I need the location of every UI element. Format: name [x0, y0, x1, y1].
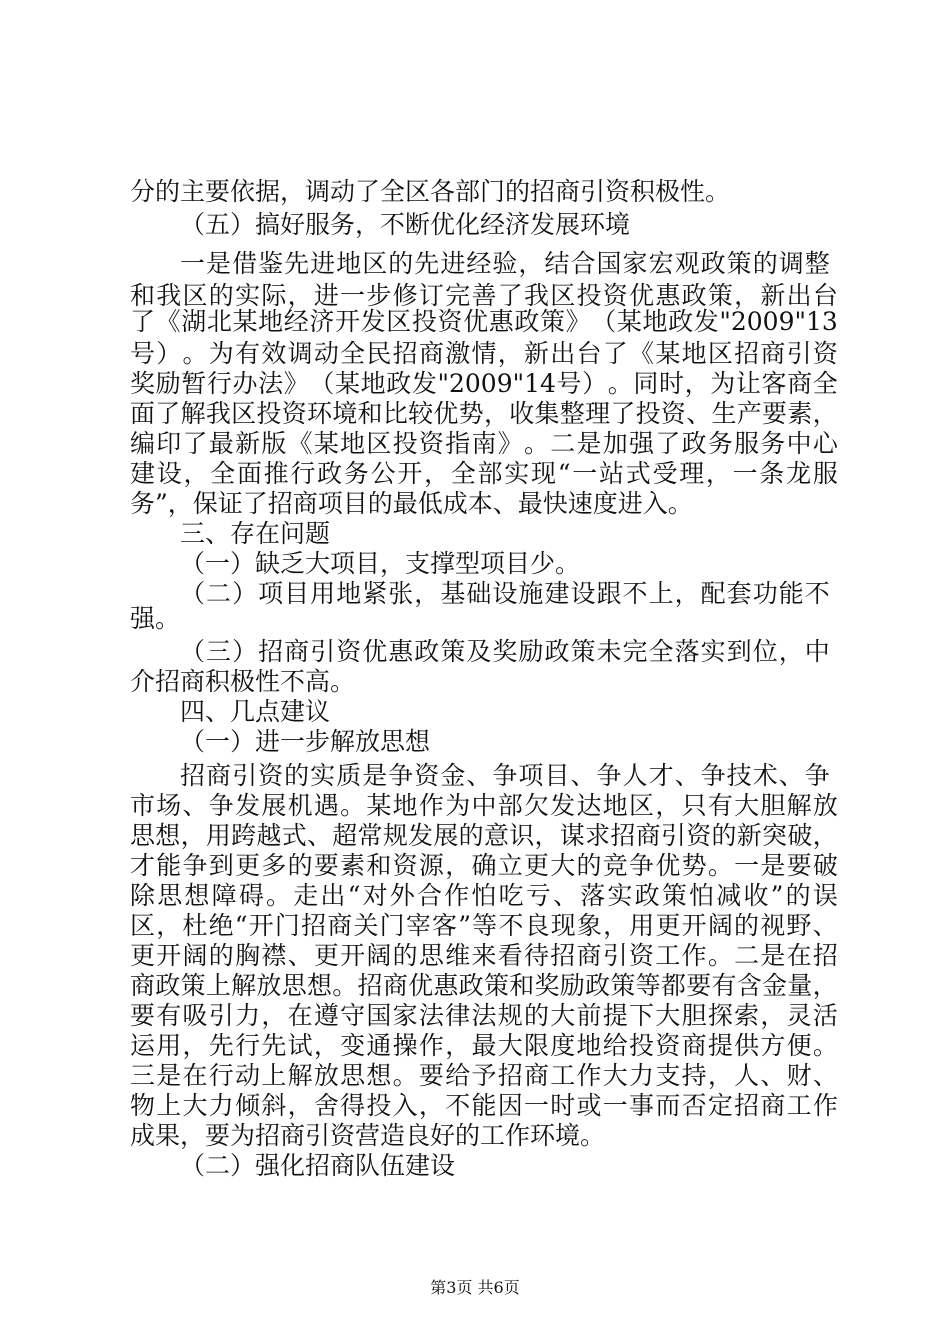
text-line: 强。 — [130, 604, 181, 633]
text-line: 更 开 阔 的 胸 襟 、 更 开 阔 的 思 维 来 看 待 招 商 引 资 工 作 。 二 是 在 招 — [130, 941, 838, 970]
section-heading: 四、几点建议 — [180, 697, 331, 726]
text-line: 市 场 、 争 发 展 机 遇 。 某 地 作 为 中 部 欠 发 达 地 区 ， 只 有 大 胆 解 放 — [130, 791, 838, 820]
section-heading: （一）缺乏大项目，支撑型项目少。 — [180, 549, 581, 578]
text-line: 区 ， 杜 绝 “ 开 门 招 商 关 门 宰 客 ” 等 不 良 现 象 ， 用 更 开 阔 的 视 野 、 — [130, 911, 838, 940]
text-line: 奖 励 暂 行 办 法 》 （ 某 地 政 发 "2009"14 号 ） 。 同 时 ， 为 让 客 商 全 — [130, 369, 838, 398]
text-line: 编 印 了 最 新 版 《 某 地 区 投 资 指 南 》 。 二 是 加 强 了 政 务 服 务 中 心 — [130, 429, 838, 458]
text-line: （ 三 ） 招 商 引 资 优 惠 政 策 及 奖 励 政 策 未 完 全 落 实 到 位 ， 中 — [180, 637, 830, 666]
text-line: 建 设 ， 全 面 推 行 政 务 公 开 ， 全 部 实 现 “ 一 站 式 受 理 ， 一 条 龙 服 — [130, 459, 838, 488]
text-line: 要 有 吸 引 力 ， 在 遵 守 国 家 法 律 法 规 的 大 前 提 下 大 胆 探 索 ， 灵 活 — [130, 1001, 838, 1030]
text-line: 成果，要为招商引资营造良好的工作环境。 — [130, 1121, 606, 1150]
section-heading: （一）进一步解放思想 — [180, 727, 431, 756]
text-line: 思 想 ， 用 跨 越 式 、 超 常 规 发 展 的 意 识 ， 谋 求 招 商 引 资 的 新 突 破 ， — [130, 821, 838, 850]
text-line: 商 政 策 上 解 放 思 想 。 招 商 优 惠 政 策 和 奖 励 政 策 等 都 要 有 含 金 量 ， — [130, 971, 838, 1000]
text-line: 号 ） 。 为 有 效 调 动 全 民 招 商 激 情 ， 新 出 台 了 《 某 地 区 招 商 引 资 — [130, 339, 838, 368]
text-line: 介招商积极性不高。 — [130, 667, 356, 696]
page-footer: 第3页 共6页 — [430, 1278, 520, 1297]
text-line: 除 思 想 障 碍 。 走 出 “ 对 外 合 作 怕 吃 亏 、 落 实 政 策 怕 减 收 ” 的 误 — [130, 881, 838, 910]
text-line: （ 二 ） 项 目 用 地 紧 张 ， 基 础 设 施 建 设 跟 不 上 ， 配 套 功 能 不 — [180, 579, 830, 608]
text-line: 招 商 引 资 的 实 质 是 争 资 金 、 争 项 目 、 争 人 才 、 争 技 术 、 争 — [180, 761, 830, 790]
text-line: 务”，保证了招商项目的最低成本、最快速度进入。 — [130, 489, 693, 518]
text-line: 一 是 借 鉴 先 进 地 区 的 先 进 经 验 ， 结 合 国 家 宏 观 政 策 的 调 整 — [180, 249, 830, 278]
section-heading: （二）强化招商队伍建设 — [180, 1151, 456, 1180]
section-heading: （五）搞好服务，不断优化经济发展环境 — [180, 210, 631, 239]
text-line: 面 了 解 我 区 投 资 环 境 和 比 较 优 势 ， 收 集 整 理 了 投 资 、 生 产 要 素 ， — [130, 399, 838, 428]
text-line: 分的主要依据，调动了全区各部门的招商引资积极性。 — [130, 177, 731, 206]
section-heading: 三、存在问题 — [180, 519, 331, 548]
text-line: 物 上 大 力 倾 斜 ， 舍 得 投 入 ， 不 能 因 一 时 或 一 事 而 否 定 招 商 工 作 — [130, 1091, 838, 1120]
text-line: 才 能 争 到 更 多 的 要 素 和 资 源 ， 确 立 更 大 的 竞 争 优 势 。 一 是 要 破 — [130, 851, 838, 880]
text-line: 运 用 ， 先 行 先 试 ， 变 通 操 作 ， 最 大 限 度 地 给 投 资 商 提 供 方 便 。 — [130, 1031, 838, 1060]
text-line: 和 我 区 的 实 际 ， 进 一 步 修 订 完 善 了 我 区 投 资 优 惠 政 策 ， 新 出 台 — [130, 281, 838, 310]
text-line: 了 《 湖 北 某 地 经 济 开 发 区 投 资 优 惠 政 策 》 （ 某 地 政 发 "2009"13 — [130, 307, 838, 336]
text-line: 三 是 在 行 动 上 解 放 思 想 。 要 给 予 招 商 工 作 大 力 支 持 ， 人 、 财 、 — [130, 1061, 838, 1090]
